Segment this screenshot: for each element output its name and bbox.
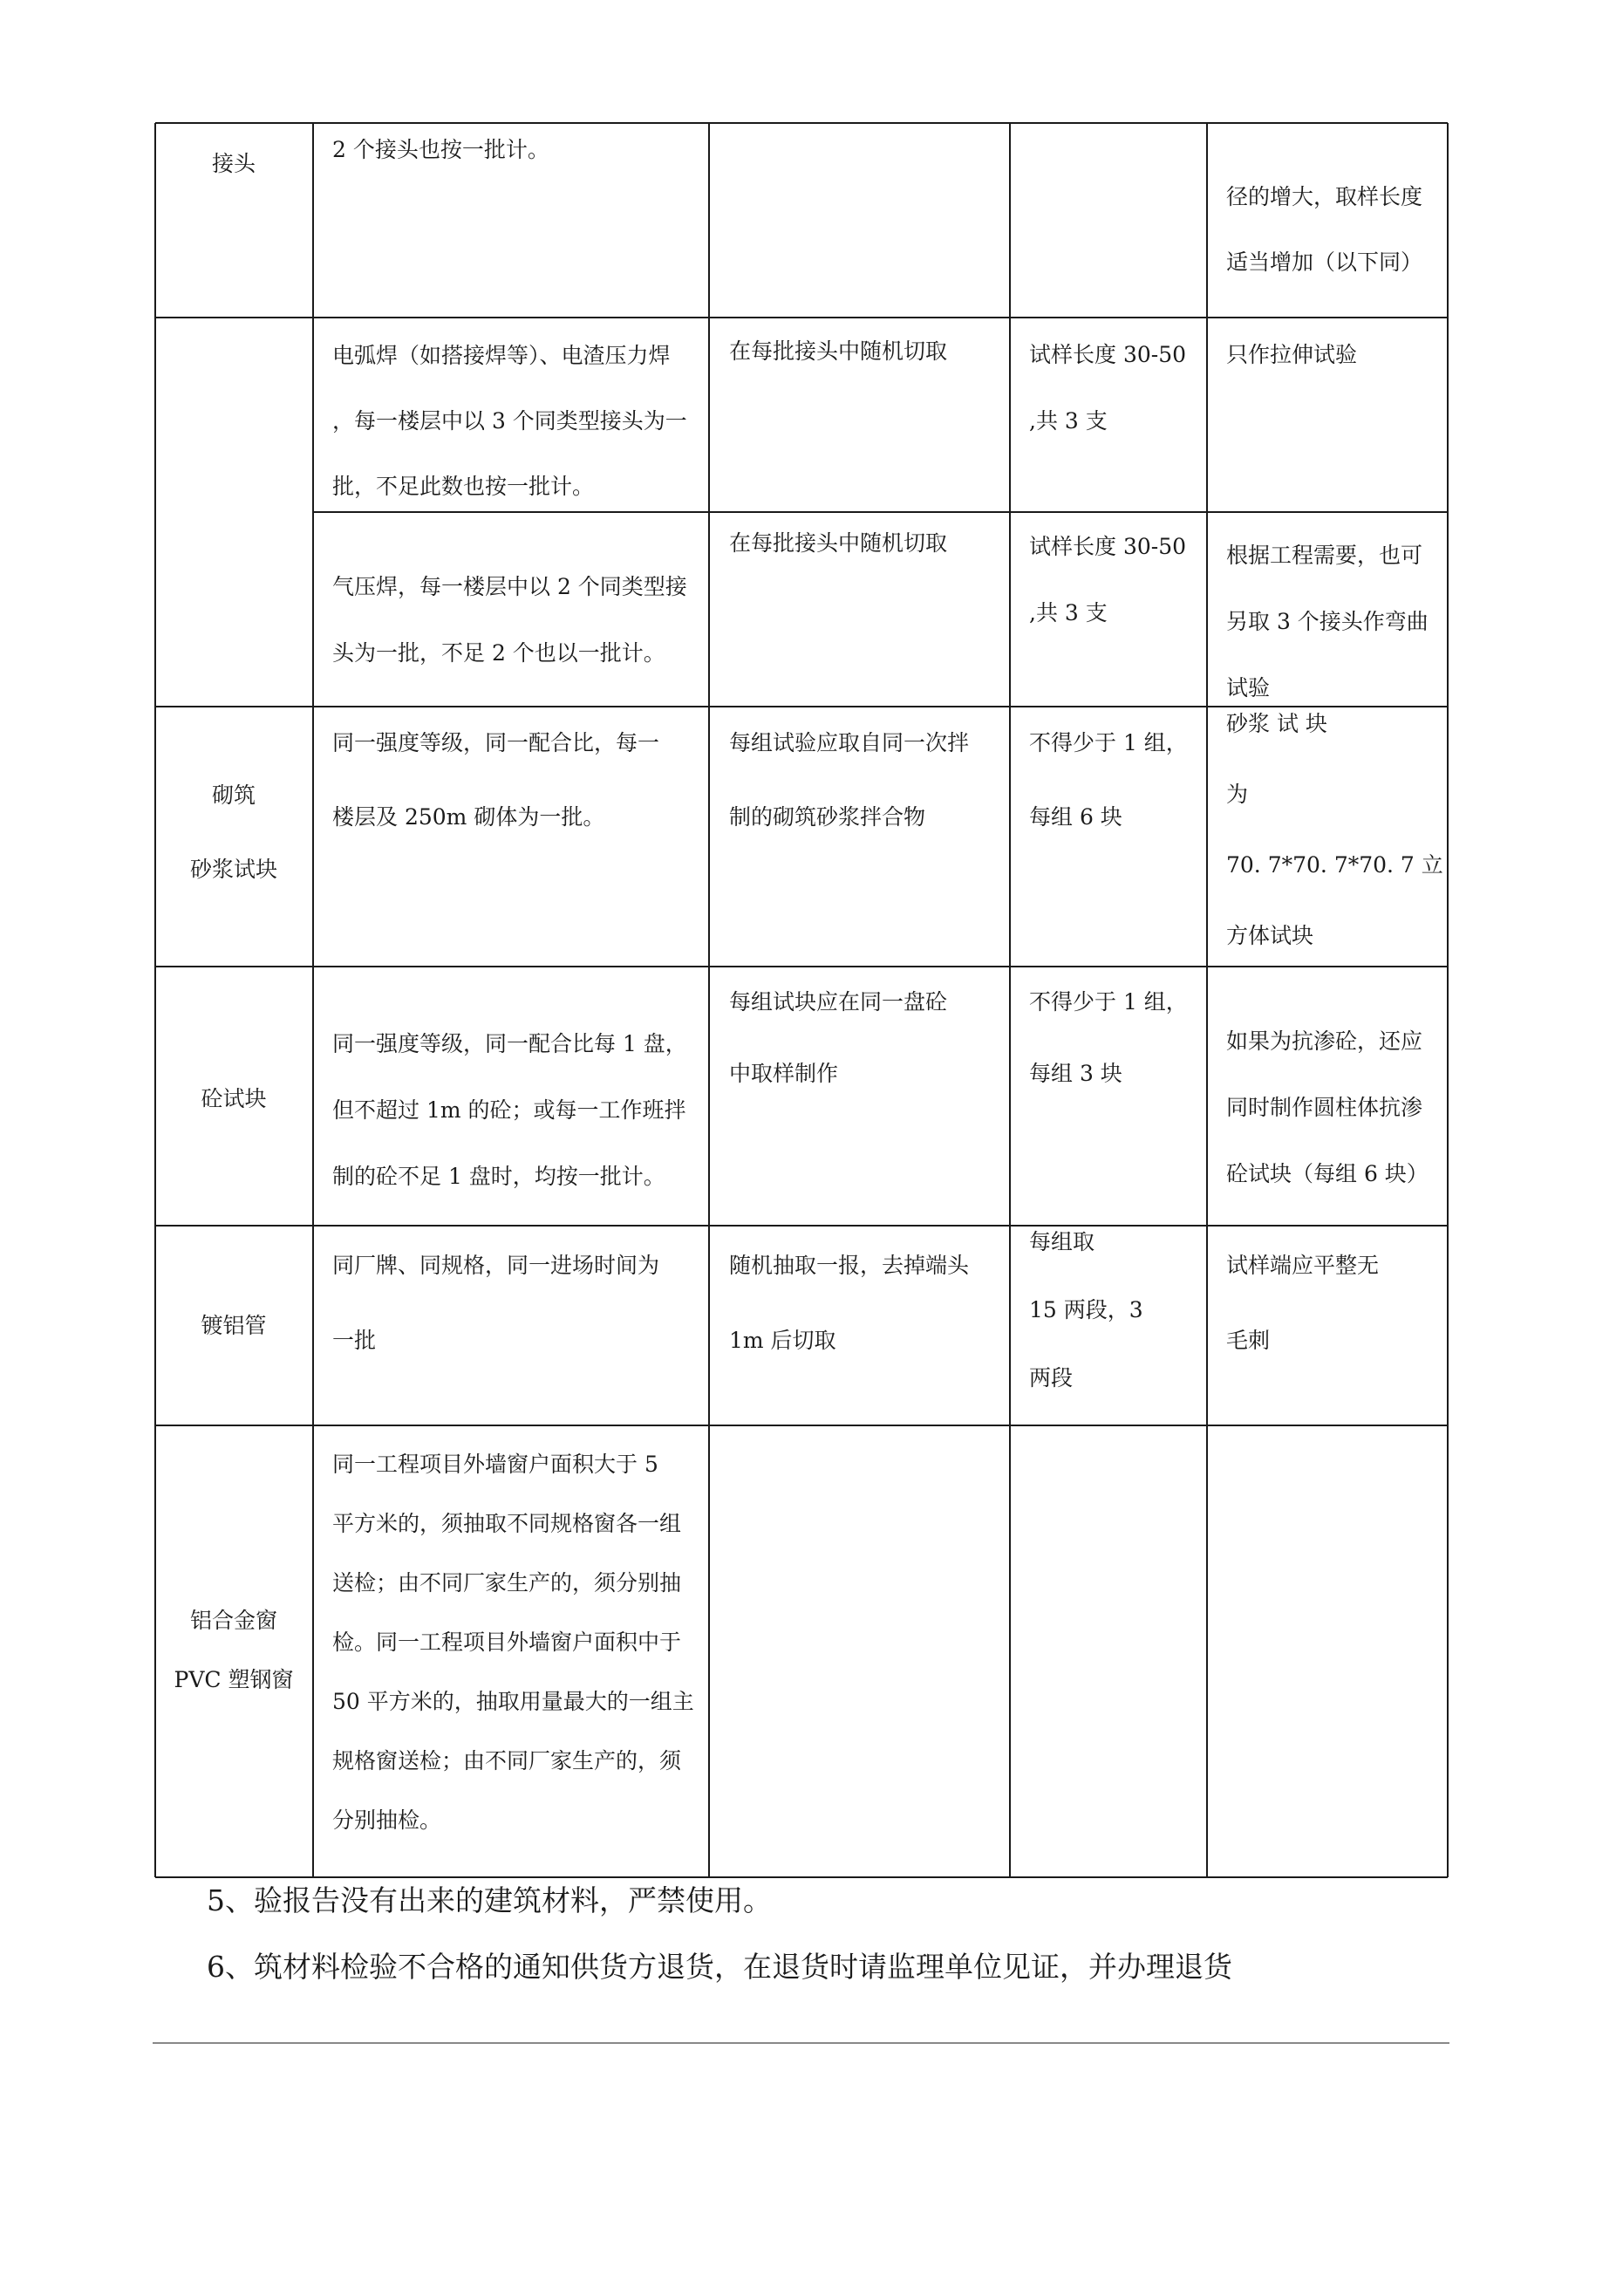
- cell-batch-rule-line: 50 平方米的，抽取用量最大的一组主: [332, 1689, 694, 1714]
- cell-remarks-line: 方体试块: [1226, 923, 1314, 948]
- table-row-divider: [155, 1225, 1448, 1227]
- cell-batch-rule-line: 同厂牌、同规格，同一进场时间为: [332, 1253, 660, 1278]
- table-border: [155, 1876, 1448, 1878]
- cell-sampling-method-line: 随机抽取一报，去掉端头: [729, 1253, 970, 1278]
- cell-batch-rule-line: 同一工程项目外墙窗户面积大于 5: [332, 1452, 658, 1477]
- cell-batch-rule-line: 同一强度等级，同一配合比，每一: [332, 730, 660, 755]
- cell-remarks-line: 适当增加（以下同）: [1226, 249, 1423, 275]
- cell-remarks-line: 如果为抗渗砼，还应: [1226, 1028, 1423, 1054]
- cell-sampling-method-line: 每组试验应取自同一次拌: [729, 730, 970, 755]
- cell-remarks-line: 70. 7*70. 7*70. 7 立: [1226, 852, 1443, 878]
- cell-remarks-line: 试验: [1226, 675, 1271, 700]
- table-column-divider: [708, 123, 710, 1877]
- cell-item-line: PVC 塑钢窗: [174, 1667, 294, 1692]
- cell-sample-qty-line: 不得少于 1 组，: [1029, 730, 1188, 755]
- cell-batch-rule-line: 楼层及 250m 砌体为一批。: [332, 804, 605, 830]
- cell-batch-rule-line: 平方米的，须抽取不同规格窗各一组: [332, 1511, 682, 1536]
- cell-batch-rule-line: 送检；由不同厂家生产的，须分别抽: [332, 1570, 682, 1596]
- cell-sampling-method-line: 在每批接头中随机切取: [729, 530, 948, 556]
- cell-sample-qty-line: 每组取: [1029, 1229, 1095, 1254]
- table-row-divider: [155, 317, 1448, 318]
- cell-batch-rule-line: 分别抽检。: [332, 1807, 442, 1833]
- cell-remarks-line: 为: [1226, 782, 1249, 807]
- cell-sample-qty-line: 两段: [1029, 1365, 1074, 1391]
- cell-item-line: 铝合金窗: [189, 1608, 278, 1633]
- cell-remarks-line: 径的增大，取样长度: [1226, 184, 1423, 209]
- table-row-divider: [155, 1425, 1448, 1426]
- cell-remarks-line: 试样端应平整无: [1226, 1253, 1380, 1278]
- paragraph-5: 5、验报告没有出来的建筑材料，严禁使用。: [207, 1883, 772, 1917]
- cell-batch-rule-line: 一批: [332, 1328, 377, 1353]
- cell-batch-rule-line: 制的砼不足 1 盘时，均按一批计。: [332, 1164, 665, 1189]
- table-column-divider: [1009, 123, 1011, 1877]
- table-row-divider: [313, 511, 1448, 513]
- cell-item-line: 砂浆试块: [189, 857, 278, 882]
- cell-remarks-line: 砼试块（每组 6 块）: [1226, 1161, 1429, 1186]
- cell-batch-rule-line: 电弧焊（如搭接焊等）、电渣压力焊: [332, 343, 671, 368]
- table-border: [154, 123, 156, 1877]
- table-row-divider: [155, 966, 1448, 967]
- cell-remarks-line: 同时制作圆柱体抗渗: [1226, 1095, 1423, 1120]
- cell-sampling-method-line: 制的砌筑砂浆拌合物: [729, 804, 926, 830]
- cell-batch-rule-line: 但不超过 1m 的砼；或每一工作班拌: [332, 1097, 686, 1123]
- cell-sampling-method-line: 每组试块应在同一盘砼: [729, 989, 948, 1015]
- table-row-divider: [155, 706, 1448, 707]
- cell-sample-qty-line: 试样长度 30-50: [1029, 342, 1187, 367]
- cell-remarks-line: 只作拉伸试验: [1226, 342, 1358, 367]
- cell-item-line: 镀铝管: [201, 1313, 267, 1338]
- cell-sample-qty-line: 15 两段，3: [1029, 1297, 1143, 1322]
- cell-sample-qty-line: 试样长度 30-50: [1029, 534, 1187, 559]
- cell-sampling-method-line: 中取样制作: [729, 1061, 839, 1086]
- cell-remarks-line: 另取 3 个接头作弯曲: [1226, 609, 1429, 634]
- paragraph-6: 6、筑材料检验不合格的通知供货方退货，在退货时请监理单位见证，并办理退货: [207, 1950, 1232, 1984]
- cell-batch-rule-line: 检。同一工程项目外墙窗户面积中于: [332, 1630, 682, 1655]
- table-column-divider: [1206, 123, 1208, 1877]
- cell-batch-rule-line: 同一强度等级，同一配合比每 1 盘，: [332, 1031, 687, 1056]
- footer-rule: [153, 2042, 1449, 2044]
- cell-remarks-line: 根据工程需要，也可: [1226, 543, 1423, 568]
- cell-sample-qty-line: 每组 6 块: [1029, 804, 1122, 830]
- cell-remarks-line: 砂浆 试 块: [1226, 711, 1327, 736]
- cell-batch-rule-line: ，每一楼层中以 3 个同类型接头为一: [332, 408, 687, 434]
- cell-batch-rule-line: 头为一批，不足 2 个也以一批计。: [332, 640, 665, 666]
- table-column-divider: [312, 123, 314, 1877]
- cell-item-line: 接头: [211, 151, 256, 176]
- cell-sample-qty-line: 每组 3 块: [1029, 1061, 1122, 1086]
- cell-item-line: 砌筑: [211, 782, 256, 808]
- cell-sample-qty-line: ,共 3 支: [1029, 408, 1108, 434]
- cell-sampling-method-line: 1m 后切取: [729, 1328, 836, 1353]
- cell-sampling-method-line: 在每批接头中随机切取: [729, 338, 948, 364]
- cell-remarks-line: 毛刺: [1226, 1328, 1271, 1353]
- cell-sample-qty-line: ,共 3 支: [1029, 600, 1108, 625]
- table-border: [155, 122, 1448, 124]
- cell-item-line: 砼试块: [201, 1086, 267, 1111]
- cell-sample-qty-line: 不得少于 1 组，: [1029, 989, 1188, 1015]
- cell-batch-rule-line: 2 个接头也按一批计。: [332, 137, 549, 162]
- cell-batch-rule-line: 批，不足此数也按一批计。: [332, 474, 595, 499]
- cell-batch-rule-line: 气压焊，每一楼层中以 2 个同类型接: [332, 574, 687, 599]
- table-border: [1447, 123, 1449, 1877]
- cell-batch-rule-line: 规格窗送检；由不同厂家生产的，须: [332, 1748, 682, 1773]
